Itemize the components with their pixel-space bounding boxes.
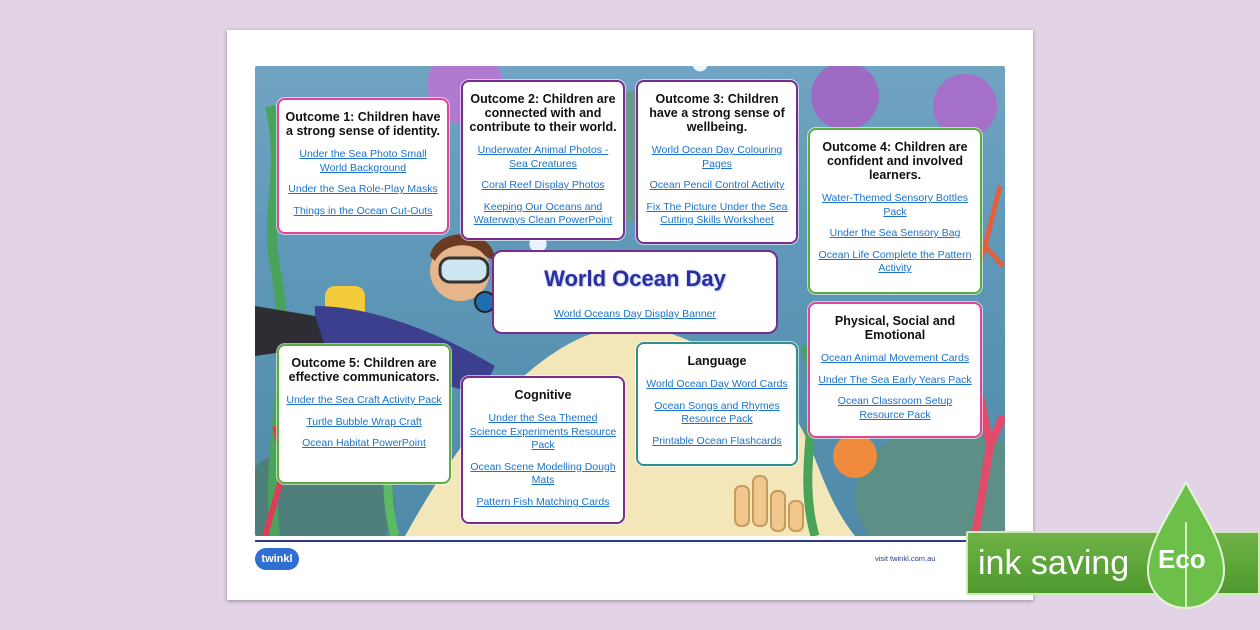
language-link-2[interactable]: Ocean Songs and Rhymes Resource Pack (654, 399, 780, 425)
language-heading: Language (687, 354, 747, 368)
cognitive-card (461, 376, 625, 524)
poster-sheet (227, 30, 1033, 600)
outcome-2-card (461, 80, 625, 240)
outcome-1-card (277, 98, 449, 234)
physical-link-3[interactable]: Ocean Classroom Setup Resource Pack (837, 395, 953, 421)
outcome-2-link-1[interactable]: Underwater Animal Photos - Sea Creatures (477, 144, 609, 170)
outcome-4-heading: Outcome 4: Children are confident and involved learners. (822, 140, 968, 182)
outcome-3-link-2[interactable]: Ocean Pencil Control Activity (649, 179, 785, 191)
outcome-4-card (808, 128, 982, 294)
physical-link-1[interactable]: Ocean Animal Movement Cards (820, 352, 970, 364)
outcome-5-heading: Outcome 5: Children are effective communicators. (288, 356, 440, 384)
outcome-3-link-1[interactable]: World Ocean Day Colouring Pages (651, 144, 783, 170)
eco-label: Eco (1158, 544, 1206, 574)
page-title: World Ocean Day (544, 266, 726, 291)
outcome-2-heading: Outcome 2: Children are connected with and contribute to their world. (469, 92, 617, 134)
physical-card (808, 302, 982, 438)
outcome-2-link-2[interactable]: Coral Reef Display Photos (481, 179, 605, 191)
footer-divider (255, 540, 1005, 542)
cognitive-link-2[interactable]: Ocean Scene Modelling Dough Mats (470, 460, 616, 486)
outcome-1-link-3[interactable]: Things in the Ocean Cut-Outs (293, 204, 433, 217)
title-card (492, 250, 778, 334)
cognitive-heading: Cognitive (514, 388, 572, 402)
display-banner-link[interactable]: World Oceans Day Display Banner (553, 308, 717, 320)
outcome-5-card (277, 344, 451, 484)
outcome-3-heading: Outcome 3: Children have a strong sense of wellbeing. (649, 92, 785, 134)
outcome-3-link-3[interactable]: Fix The Picture Under the Sea Cutting Skills Worksheet (646, 200, 788, 226)
outcome-2-link-3[interactable]: Keeping Our Oceans and Waterways Clean PowerPoint (473, 200, 613, 226)
language-link-3[interactable]: Printable Ocean Flashcards (652, 434, 782, 447)
outcome-5-link-1[interactable]: Under the Sea Craft Activity Pack (286, 394, 442, 406)
outcome-4-link-2[interactable]: Under the Sea Sensory Bag (829, 227, 961, 239)
outcome-1-heading: Outcome 1: Children have a strong sense of identity. (285, 110, 441, 138)
outcome-3-card (636, 80, 798, 244)
outcome-4-link-3[interactable]: Ocean Life Complete the Pattern Activity (818, 248, 972, 274)
outcome-1-link-2[interactable]: Under the Sea Role-Play Masks (288, 183, 438, 195)
footer-url: visit twinkl.com.au (875, 554, 936, 563)
outcome-4-link-1[interactable]: Water-Themed Sensory Bottles Pack (821, 192, 969, 218)
physical-heading: Physical, Social and Emotional (834, 314, 956, 342)
outcome-5-link-2[interactable]: Turtle Bubble Wrap Craft (306, 415, 422, 428)
language-card (636, 342, 798, 466)
outcome-1-link-1[interactable]: Under the Sea Photo Small World Background (299, 148, 427, 174)
physical-link-2[interactable]: Under The Sea Early Years Pack (818, 373, 972, 386)
cognitive-link-3[interactable]: Pattern Fish Matching Cards (476, 495, 610, 508)
twinkl-logo: twinkl (255, 548, 299, 570)
language-link-1[interactable]: World Ocean Day Word Cards (646, 378, 788, 390)
ocean-scene (255, 66, 1005, 536)
ink-saving-text: ink saving (978, 544, 1130, 582)
cognitive-link-1[interactable]: Under the Sea Themed Science Experiments Resource Pack (469, 412, 617, 451)
outcome-5-link-3[interactable]: Ocean Habitat PowerPoint (302, 437, 426, 449)
